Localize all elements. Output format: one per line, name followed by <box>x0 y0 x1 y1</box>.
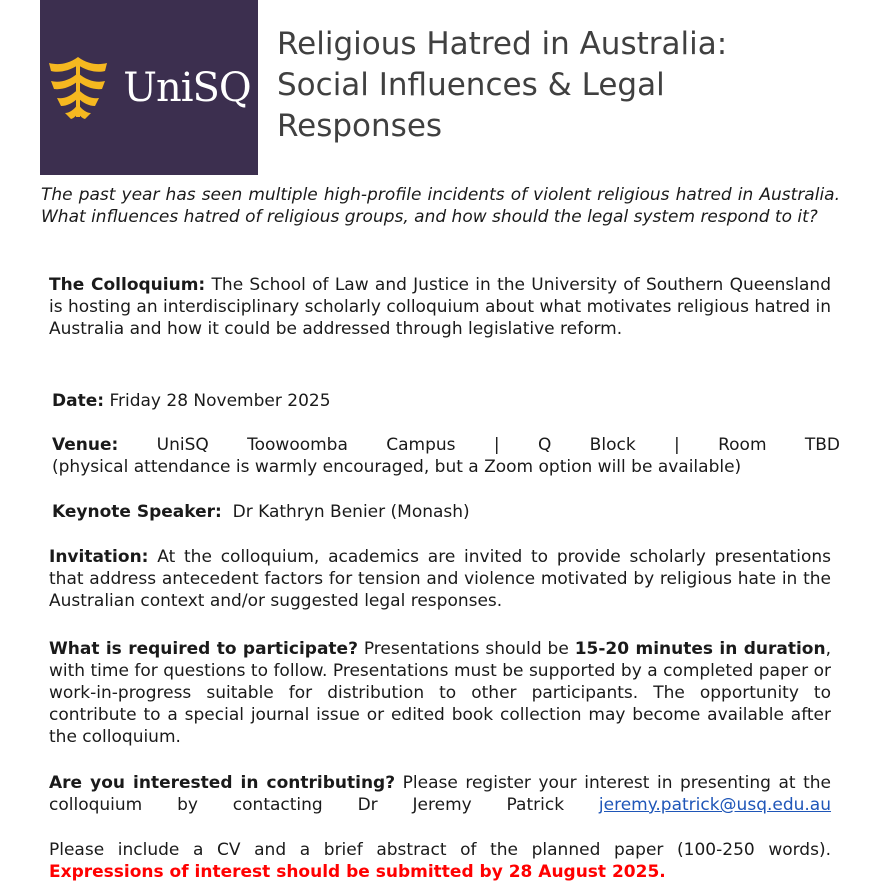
date-value: Friday 28 November 2025 <box>109 391 331 411</box>
invitation-paragraph <box>49 546 831 612</box>
duration-highlight: 15-20 minutes in duration <box>574 639 826 659</box>
contact-email-link[interactable]: jeremy.patrick@usq.edu.au <box>598 795 832 815</box>
title-line-1: Religious Hatred in Australia: <box>277 26 728 62</box>
keynote-label: Keynote Speaker: <box>52 502 222 522</box>
venue-block <box>52 434 840 478</box>
title-line-2: Social Influences & Legal <box>277 67 665 103</box>
invitation-label: Invitation: <box>49 547 149 567</box>
requirements-text-2: , with time for questions to follow. Presentations must be supported by a completed paper or work-in-progress suitable for distribution to other participants. The opportunity to contribute to a special journal issue or edited book collection may become available after the colloquium. <box>49 639 831 747</box>
venue-line <box>52 434 840 456</box>
keynote-line <box>52 501 834 523</box>
requirements-label: What is required to participate? <box>49 639 358 659</box>
venue-label: Venue: <box>52 435 119 455</box>
requirements-text-1: Presentations should be <box>363 639 569 659</box>
title-line-3: Responses <box>277 108 443 144</box>
colloquium-paragraph <box>49 274 831 340</box>
invitation-text: At the colloquium, academics are invited to provide scholarly presentations that address antecedent factors for tension and violence motivated by religious hate in the Australian context and/or suggested legal responses. <box>49 547 832 611</box>
colloquium-text: The School of Law and Justice in the University of Southern Queensland is hosting an interdisciplinary scholarly colloquium about what motivates religious hatred in Australia and how it could be addressed through legislative reform. <box>49 275 831 339</box>
colloquium-label: The Colloquium: <box>49 275 206 295</box>
venue-note: (physical attendance is warmly encouraged, but a Zoom option will be available) <box>52 457 742 477</box>
interest-label: Are you interested in contributing? <box>49 773 396 793</box>
intro-paragraph: The past year has seen multiple high-profile incidents of violent religious hatred in Australia. What influences hatred of religious groups, and how should the legal system respond to it? <box>41 185 840 227</box>
page-title <box>277 24 867 147</box>
interest-text: Please register your interest in presenting at the colloquium by contacting Dr Jeremy Patrick <box>49 773 831 815</box>
venue-value: UniSQ Toowoomba Campus | Q Block | Room TBD <box>156 435 840 455</box>
date-label: Date: <box>52 391 105 411</box>
logo-text: UniSQ <box>123 64 251 111</box>
keynote-value: Dr Kathryn Benier (Monash) <box>232 502 470 522</box>
unisq-logo-block <box>40 0 258 175</box>
unisq-shield-icon <box>47 55 109 121</box>
requirements-paragraph <box>49 638 831 748</box>
interest-paragraph <box>49 772 831 816</box>
deadline-text: Expressions of interest should be submitted by 28 August 2025. <box>49 862 666 882</box>
include-paragraph <box>49 839 831 883</box>
date-line <box>52 390 834 412</box>
include-text: Please include a CV and a brief abstract of the planned paper (100-250 words). <box>49 840 831 860</box>
